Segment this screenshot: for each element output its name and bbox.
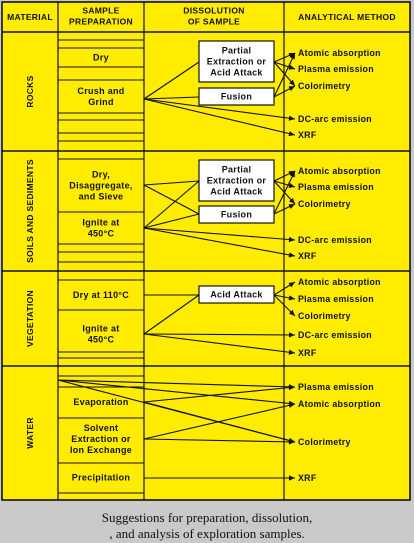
method-2-3: DC-arc emission xyxy=(298,330,372,340)
method-0-2: Colorimetry xyxy=(298,81,351,91)
method-2-2: Colorimetry xyxy=(298,311,351,321)
prep-1-0-line-2: and Sieve xyxy=(78,191,124,202)
method-1-3: DC-arc emission xyxy=(298,235,372,245)
method-2-1: Plasma emission xyxy=(298,294,374,304)
prep-2-1-line-1: 450°C xyxy=(87,334,115,345)
header-dissolution-line-0: DISSOLUTION xyxy=(183,5,245,16)
method-1-0: Atomic absorption xyxy=(298,166,381,176)
method-0-4: XRF xyxy=(298,130,317,140)
dissolution-0-0-line-1: Extraction or xyxy=(206,56,267,67)
prep-3-1-line-0: Solvent xyxy=(83,423,119,433)
prep-2-1-line-0: Ignite at xyxy=(82,323,120,334)
method-3-1: Atomic absorption xyxy=(298,399,381,409)
header-dissolution-line-1: OF SAMPLE xyxy=(187,16,241,27)
material-label-2: VEGETATION xyxy=(25,290,35,347)
prep-0-1-line-0: Crush and xyxy=(77,86,125,96)
method-0-3: DC-arc emission xyxy=(298,114,372,124)
method-1-1: Plasma emission xyxy=(298,182,374,192)
material-label-0: ROCKS xyxy=(25,75,35,108)
material-label-1: SOILS AND SEDIMENTS xyxy=(25,159,35,263)
dissolution-1-0-line-0: Partial xyxy=(221,164,252,175)
dissolution-1-0-line-1: Extraction or xyxy=(206,175,267,186)
header-preparation-line-1: PREPARATION xyxy=(69,16,133,27)
prep-2-0-line-0: Dry at 110°C xyxy=(72,290,130,300)
method-2-4: XRF xyxy=(298,348,317,358)
method-1-4: XRF xyxy=(298,251,317,261)
material-label-3: WATER xyxy=(25,417,35,449)
dissolution-1-1-line-0: Fusion xyxy=(220,209,253,220)
prep-3-2-line-0: Precipitation xyxy=(71,472,131,483)
dissolution-0-1-line-0: Fusion xyxy=(220,91,253,102)
caption-line-1: Suggestions for preparation, dissolution, xyxy=(101,510,313,525)
dissolution-0-0-line-0: Partial xyxy=(221,45,252,56)
header-material: MATERIAL xyxy=(7,12,53,22)
dissolution-2-0-line-0: Acid Attack xyxy=(210,289,263,300)
prep-0-1-line-1: Grind xyxy=(88,97,114,107)
method-1-2: Colorimetry xyxy=(298,199,351,209)
header-method: ANALYTICAL METHOD xyxy=(298,12,396,22)
dissolution-0-0-line-2: Acid Attack xyxy=(210,67,263,78)
prep-3-0-line-0: Evaporation xyxy=(73,397,129,407)
prep-0-0-line-0: Dry xyxy=(93,52,109,63)
method-0-0: Atomic absorption xyxy=(298,48,381,58)
method-3-2: Colorimetry xyxy=(298,437,351,447)
method-3-0: Plasma emission xyxy=(298,382,374,392)
method-0-1: Plasma emission xyxy=(298,64,374,74)
prep-3-1-line-1: Extraction or xyxy=(71,434,131,444)
header-preparation-line-0: SAMPLE xyxy=(82,5,120,16)
prep-3-1-line-2: Ion Exchange xyxy=(69,445,133,455)
prep-1-1-line-1: 450°C xyxy=(87,228,115,239)
prep-1-0-line-1: Disaggregate, xyxy=(69,180,133,191)
prep-1-0-line-0: Dry, xyxy=(91,169,111,180)
method-3-3: XRF xyxy=(298,473,317,483)
method-2-0: Atomic absorption xyxy=(298,277,381,287)
prep-1-1-line-0: Ignite at xyxy=(82,217,120,228)
caption-line-2: , and analysis of exploration samples. xyxy=(109,526,305,541)
dissolution-1-0-line-2: Acid Attack xyxy=(210,186,263,197)
